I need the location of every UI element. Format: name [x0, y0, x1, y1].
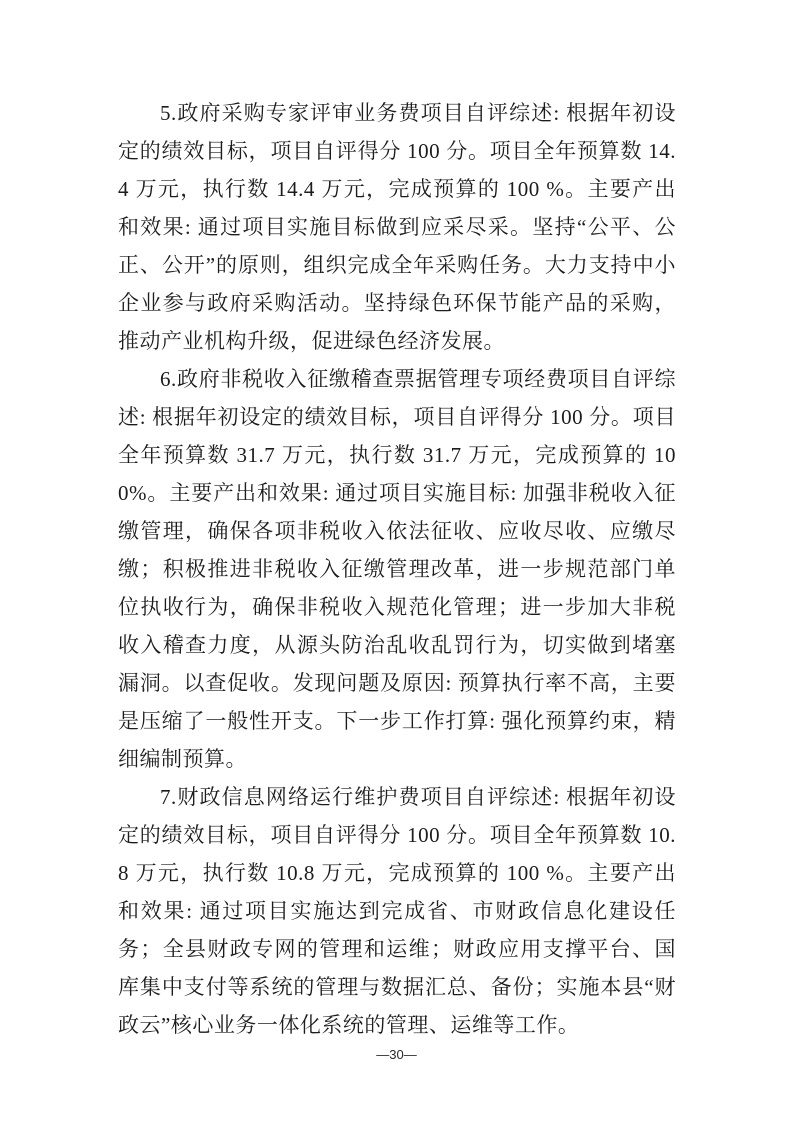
- paragraph-self-eval-6: 6.政府非税收入征缴稽查票据管理专项经费项目自评综述: 根据年初设定的绩效目标，项目自评得分 100 分。项目全年预算数 31.7 万元，执行数 31.7 万元，完成预算的 100%。主要产出和效果: 通过项目实施目标: 加强非税收入征缴管理，确保各项非税收入依法征收、应收尽收、应缴尽缴；积极推进非税收入征缴管理改革，进一步规范部门单位执收行为，确保非税收入规范化管理；进一步加大非税收入稽查力度，从源头防治乱收乱罚行为，切实做到堵塞漏洞。以查促收。发现问题及原因: 预算执行率不高，主要是压缩了一般性开支。下一步工作打算: 强化预算约束，精细编制预算。: [118, 367, 676, 771]
- page-footer: [0, 1046, 793, 1064]
- document-body: [118, 94, 676, 1044]
- page-number: —30—: [376, 1047, 417, 1062]
- paragraph-self-eval-7: 7.财政信息网络运行维护费项目自评综述: 根据年初设定的绩效目标，项目自评得分 100 分。项目全年预算数 10.8 万元，执行数 10.8 万元，完成预算的 100 %。主要产出和效果: 通过项目实施达到完成省、市财政信息化建设任务；全县财政专网的管理和运维；财政应用支撑平台、国库集中支付等系统的管理与数据汇总、备份；实施本县“财政云”核心业务一体化系统的管理、运维等工作。: [118, 785, 676, 1037]
- paragraph-self-eval-5: 5.政府采购专家评审业务费项目自评综述: 根据年初设定的绩效目标，项目自评得分 100 分。项目全年预算数 14.4 万元，执行数 14.4 万元，完成预算的 100 %。主要产出和效果: 通过项目实施目标做到应采尽采。坚持“公平、公正、公开”的原则，组织完成全年采购任务。大力支持中小企业参与政府采购活动。坚持绿色环保节能产品的采购，推动产业机构升级，促进绿色经济发展。: [118, 101, 676, 353]
